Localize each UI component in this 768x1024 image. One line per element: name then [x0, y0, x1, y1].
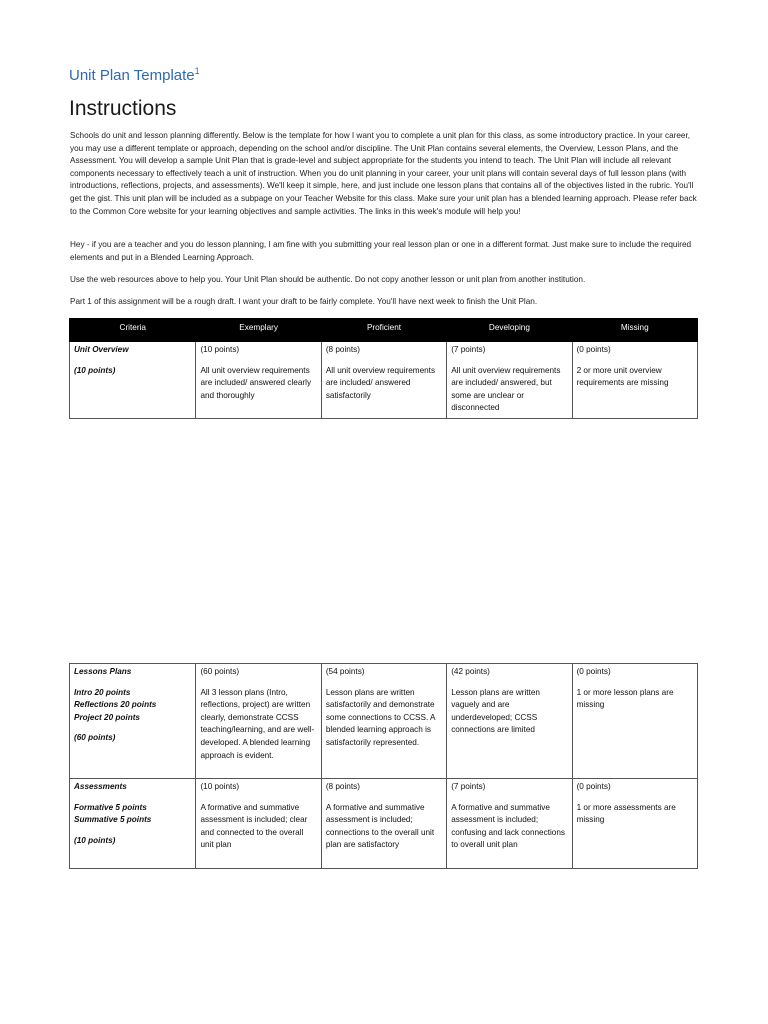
table-row-lesson-plans [70, 664, 698, 779]
rating-text: All 3 lesson plans (Intro, reflections, project) are written clearly, demonstrate CCSS teaching/learning, and are well-developed. A blended learning approach is evident. [200, 687, 315, 760]
criteria-item: Intro 20 points [74, 687, 131, 697]
criteria-title: Assessments [74, 782, 127, 791]
rating-points: (8 points) [325, 782, 360, 791]
rating-text: Lesson plans are written satisfactorily and demonstrate some connections to CCSS. A blended learning approach is satisfactorily represented. [325, 687, 436, 747]
criteria-points: (10 points) [74, 835, 116, 845]
rating-points: (42 points) [451, 667, 490, 676]
criteria-cell [70, 664, 196, 779]
criteria-title: Unit Overview [74, 345, 129, 354]
rating-text: A formative and summative assessment is included; connections to the overall unit plan are satisfactory [325, 802, 435, 850]
table-row-unit-overview [70, 342, 698, 419]
rating-text: 2 or more unit overview requirements are missing [576, 365, 669, 388]
rating-cell [572, 342, 697, 419]
criteria-cell [70, 779, 196, 869]
rating-cell [572, 664, 697, 779]
rating-text: All unit overview requirements are included/ answered, but some are unclear or disconnected [451, 365, 561, 413]
rating-cell [447, 342, 572, 419]
header-developing: Developing [447, 319, 572, 342]
header-missing: Missing [572, 319, 697, 342]
rating-points: (0 points) [576, 667, 611, 676]
rubric-table-continued [69, 663, 698, 869]
footnote-marker[interactable]: 1 [194, 66, 200, 76]
teacher-note-paragraph: Hey - if you are a teacher and you do lesson planning, I am fine with you submitting your real lesson plan or one in a different format. Just make sure to include the required elements and put in a Blended Learning Approach. [70, 240, 692, 262]
rating-points: (54 points) [325, 667, 365, 676]
rubric-table-overview [69, 318, 698, 419]
rating-text: A formative and summative assessment is included; clear and connected to the overall unit plan [200, 802, 308, 850]
rating-cell [321, 779, 446, 869]
header-proficient: Proficient [321, 319, 446, 342]
intro-paragraph: Schools do unit and lesson planning differently. Below is the template for how I want you to complete a unit plan for this class, as some introductory practice. In your career, you may use a different template or approach, depending on the school and/or discipline. The Unit Plan contains several elements, the Overview, Lesson Plans, and the Assessment. You will develop a sample Unit Plan that is grade-level and subject appropriate for the students you intend to teach. The Unit Plan will include all relevant components necessary to effectively teach a unit of instruction. When you do unit planning in your career, your unit plans will contain several days of full lesson plans (with introductions, reflections, projects, and assessments). We'll keep it simple, here, and just include one lesson plans that contains all of the objectives listed in the rubric. You'll get the gist. This unit plan will be included as a subpage on your Teacher Website for this class. Make sure your unit plan has a blended learning approach. Please refer back to the Common Core website for your learning objectives and sample activities. The links in this week's module will help you! [70, 131, 697, 216]
rating-cell [447, 779, 572, 869]
rubric-header-row [70, 319, 698, 342]
rating-text: All unit overview requirements are included/ answered clearly and thoroughly [200, 365, 312, 400]
header-exemplary: Exemplary [196, 319, 321, 342]
rating-cell [321, 664, 446, 779]
criteria-points: (60 points) [74, 733, 116, 743]
rating-text: 1 or more assessments are missing [576, 802, 676, 825]
rating-points: (60 points) [200, 667, 240, 676]
criteria-item: Project 20 points [74, 712, 140, 722]
rating-cell [447, 664, 572, 779]
rating-text: All unit overview requirements are included/ answered satisfactorily [325, 365, 436, 400]
doc-title-text: Unit Plan Template [69, 67, 195, 84]
rating-cell [196, 779, 321, 869]
criteria-item: Summative 5 points [74, 815, 152, 825]
authenticity-paragraph: Use the web resources above to help you. Your Unit Plan should be authentic. Do not copy another lesson or unit plan from another institution. [70, 275, 586, 284]
rating-points: (10 points) [200, 782, 240, 791]
rating-cell [196, 664, 321, 779]
rating-points: (10 points) [200, 345, 240, 354]
instructions-heading: Instructions [69, 97, 177, 120]
rating-points: (7 points) [451, 782, 486, 791]
criteria-title: Lessons Plans [74, 667, 132, 676]
rating-points: (8 points) [325, 345, 360, 354]
rating-text: A formative and summative assessment is included; confusing and lack connections to overall unit plan [451, 802, 565, 850]
criteria-cell [70, 342, 196, 419]
rating-cell [321, 342, 446, 419]
rating-points: (7 points) [451, 345, 486, 354]
rating-text: 1 or more lesson plans are missing [576, 687, 674, 710]
doc-title [69, 66, 200, 84]
draft-paragraph: Part 1 of this assignment will be a rough draft. I want your draft to be fairly complete. You'll have next week to finish the Unit Plan. [70, 297, 538, 306]
rating-cell [572, 779, 697, 869]
table-row-assessments [70, 779, 698, 869]
rating-points: (0 points) [576, 345, 611, 354]
header-criteria: Criteria [70, 319, 196, 342]
criteria-points: (10 points) [74, 365, 116, 375]
rating-text: Lesson plans are written vaguely and are underdeveloped; CCSS connections are limited [451, 687, 540, 735]
criteria-item: Formative 5 points [74, 802, 147, 812]
rating-cell [196, 342, 321, 419]
rating-points: (0 points) [576, 782, 611, 791]
criteria-item: Reflections 20 points [74, 700, 157, 710]
